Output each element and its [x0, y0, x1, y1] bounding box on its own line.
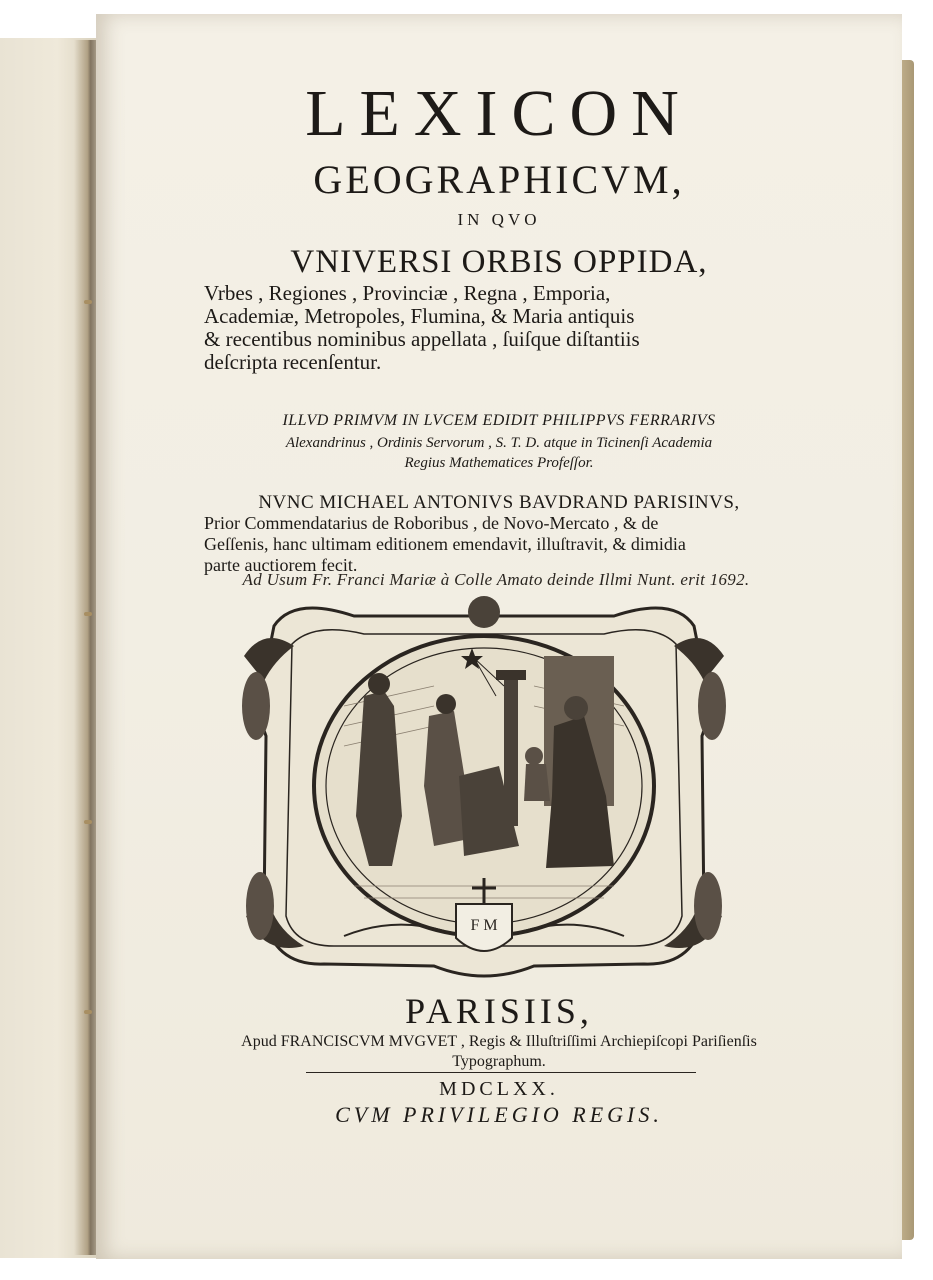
- divider-rule: [306, 1072, 696, 1073]
- printer-line: [96, 1032, 902, 1072]
- editor-line: parte auctiorem fecit.: [204, 555, 358, 575]
- editor-line: NVNC MICHAEL ANTONIVS BAVDRAND PARISINVS,: [258, 492, 740, 513]
- description-line: deſcripta recenſentur.: [204, 350, 382, 374]
- printer-line-1: Apud FRANCISCVM MVGVET , Regis & Illuſtriſſimi Archiepiſcopi Pariſienſis: [241, 1033, 757, 1050]
- binding-stitch: [84, 612, 92, 616]
- headline: VNIVERSI ORBIS OPPIDA,: [290, 244, 708, 280]
- woodcut-illustration: [234, 586, 734, 986]
- book-subtitle: GEOGRAPHICVM,: [313, 157, 685, 202]
- author-line: Alexandrinus , Ordinis Servorum , S. T. D. atque in Ticinenſi Academia: [285, 435, 713, 451]
- imprint-place: PARISIIS,: [405, 991, 593, 1031]
- editor-line: Geſſenis, hanc ultimam editionem emendavit, illuſtravit, & dimidia: [204, 534, 686, 554]
- description-line: & recentibus nominibus appellata , ſuiſque diſtantiis: [204, 327, 640, 351]
- printer-line-2: Typographum.: [452, 1053, 546, 1070]
- description-line: Academiæ, Metropoles, Flumina, & Maria antiquis: [204, 304, 635, 328]
- author-line: Regius Mathematices Profeſſor.: [404, 455, 594, 471]
- publication-date: MDCLXX.: [439, 1078, 559, 1100]
- description-line: Vrbes , Regiones , Provinciæ , Regna , Emporia,: [204, 281, 611, 305]
- royal-privilege: CVM PRIVILEGIO REGIS.: [335, 1102, 663, 1127]
- binding-stitch: [84, 820, 92, 824]
- inscription-text: Ad Usum Fr. Franci Mariæ à Colle Amato deinde Illmi Nunt. erit 1692.: [242, 570, 750, 589]
- editor-line: Prior Commendatarius de Roboribus , de Novo-Mercato , & de: [204, 513, 659, 533]
- book-title: LEXICON: [305, 77, 693, 150]
- author-line: ILLVD PRIMVM IN LVCEM EDIDIT PHILIPPVS FERRARIVS: [282, 412, 716, 429]
- binding-stitch: [84, 300, 92, 304]
- binding-stitch: [84, 1010, 92, 1014]
- in-quo-line: IN QVO: [457, 210, 541, 229]
- description: [204, 282, 794, 374]
- woodcut-monogram: F M: [470, 917, 498, 934]
